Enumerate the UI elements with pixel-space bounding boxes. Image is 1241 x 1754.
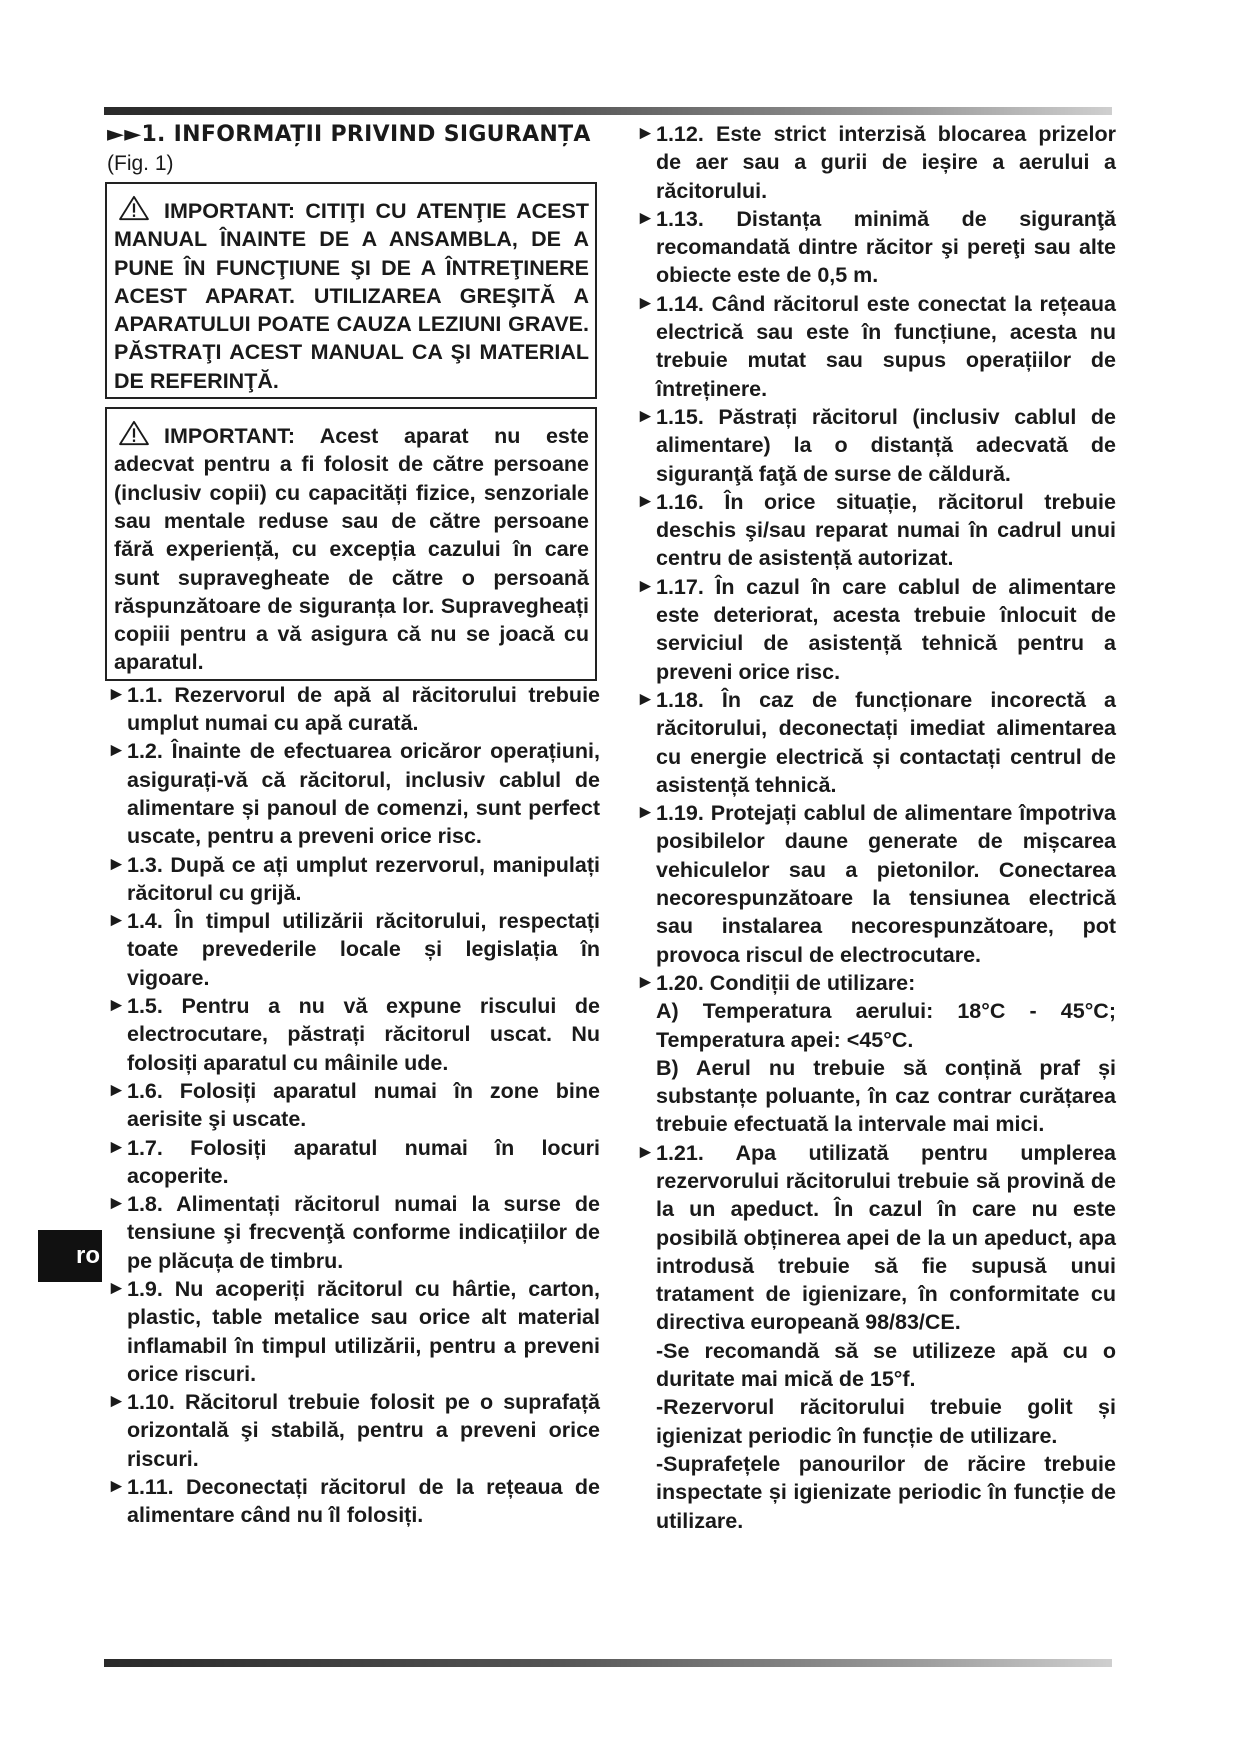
section-title: 1. INFORMAȚII PRIVIND SIGURANȚA [141,122,591,147]
warning-triangle-icon [118,195,150,221]
list-item-text: 1.10. Răcitorul trebuie folosit pe o suprafață orizontală şi stabilă, pentru a preveni orice riscuri. [127,1390,600,1471]
list-item [107,1473,600,1530]
section-arrows: ►► [107,122,142,147]
bullet-arrow-icon: ► [107,1476,126,1498]
list-item [107,1190,600,1275]
list-item [107,1388,600,1473]
list-sub-item: B) Aerul nu trebuie să conțină praf și substanțe poluante, în caz contrar curățarea trebuie efectuată la intervale mai mici. [656,1055,1116,1137]
list-item-text: 1.5. Pentru a nu vă expune riscului de electrocutare, păstrați răcitorul uscat. Nu folosiți aparatul cu mâinile ude. [127,994,600,1075]
list-item-text: 1.7. Folosiți aparatul numai în locuri acoperite. [127,1135,600,1188]
list-item [636,1139,1116,1337]
safety-list-right [636,120,1116,1535]
bullet-arrow-icon: ► [107,995,126,1017]
bullet-arrow-icon: ► [107,910,126,932]
list-sub-item: -Rezervorul răcitorului trebuie golit și igienizat periodic în funcție de utilizare. [656,1395,1116,1448]
list-item [636,686,1116,799]
bullet-arrow-icon: ► [107,1391,126,1413]
bullet-arrow-icon: ► [636,405,655,427]
list-item-text: 1.21. Apa utilizată pentru umplerea rezervorului răcitorului trebuie să provină de la un apeduct. În cazul în care nu este posibilă obținerea apei de la un apeduct, apa introdusă trebuie să fie supusă unui tratament de igienizare, în conformitate cu directiva europeană 98/83/CE. [656,1140,1116,1335]
bullet-arrow-icon: ► [636,971,655,993]
list-sub-item: -Se recomandă să se utilizeze apă cu o duritate mai mică de 15°f. [656,1338,1116,1392]
list-item-text: 1.15. Păstrați răcitorul (inclusiv cablul de alimentare) la o distanță adecvată de siguranţă faţă de surse de căldură. [656,404,1116,486]
list-item-text: 1.6. Folosiți aparatul numai în zone bine aerisite şi uscate. [127,1078,600,1132]
list-item [636,120,1116,205]
warning-box-manual [105,182,597,399]
warning-triangle-icon [118,420,150,446]
list-item [636,799,1116,969]
list-item [107,907,600,992]
list-item-text: 1.9. Nu acoperiți răcitorul cu hârtie, carton, plastic, table metalice sau orice alt material inflamabil în timpul utilizării, pentru a preveni orice riscuri. [127,1276,600,1386]
top-divider-bar [104,107,1112,115]
list-item-text: 1.16. În orice situație, răcitorul trebuie deschis şi/sau reparat numai în cadrul unui centru de asistență autorizat. [656,489,1116,571]
list-item-text: 1.4. În timpul utilizării răcitorului, respectați toate prevederile locale și legislația în vigoare. [127,909,600,990]
bullet-arrow-icon: ► [636,575,655,597]
list-item [107,1077,600,1134]
bullet-arrow-icon: ► [107,1079,126,1101]
list-item [636,573,1116,686]
section-heading [107,120,600,150]
list-item-text: 1.17. În cazul în care cablul de alimentare este deteriorat, acesta trebuie înlocuit de serviciul de asistență tehnică pentru a preveni orice risc. [656,574,1116,684]
warning-box-persons [105,407,597,681]
left-column [107,120,600,1530]
list-item-text: 1.3. După ce ați umplut rezervorul, manipulați răcitorul cu grijă. [127,852,600,905]
bottom-divider-bar [104,1659,1112,1667]
list-item-text: 1.11. Deconectați răcitorul de la rețeaua de alimentare când nu îl folosiți. [127,1475,600,1528]
bullet-arrow-icon: ► [107,1136,126,1158]
bullet-arrow-icon: ► [636,688,655,710]
list-item-text: 1.20. Condiții de utilizare: [656,970,916,995]
bullet-arrow-icon: ► [636,802,655,824]
figure-reference: (Fig. 1) [107,152,174,175]
bullet-arrow-icon: ► [107,1193,126,1215]
list-item-text: 1.2. Înainte de efectuarea oricăror operațiuni, asigurați-vă că răcitorul, inclusiv cablul de alimentare și panoul de comenzi, sunt perfect uscate, pentru a preveni orice risc. [127,739,600,849]
bullet-arrow-icon: ► [107,740,126,762]
list-item [636,488,1116,573]
list-item [636,205,1116,290]
bullet-arrow-icon: ► [107,683,126,705]
safety-list-left [107,681,600,1530]
list-item [107,1134,600,1191]
list-item [107,681,600,738]
bullet-arrow-icon: ► [107,853,126,875]
list-item-text: 1.12. Este strict interzisă blocarea prizelor de aer sau a gurii de ieșire a aerului a răcitorului. [656,122,1116,203]
list-item [107,737,600,850]
right-column [636,120,1116,1535]
list-item [636,969,1116,997]
list-item-text: 1.8. Alimentați răcitorul numai la surse de tensiune şi frecvenţă conforme indicațiilor de pe plăcuța de timbru. [127,1192,600,1273]
list-item-text: 1.19. Protejați cablul de alimentare împotriva posibilelor daune generate de mișcarea vehiculelor sau a pietonilor. Conectarea necorespunzătoare la tensiunea electrică sau instalarea necorespunzătoare, pot provoca riscul de electrocutare. [656,801,1116,967]
language-tab: ro [38,1230,102,1282]
bullet-arrow-icon: ► [636,490,655,512]
list-item-text: 1.1. Rezervorul de apă al răcitorului trebuie umplut numai cu apă curată. [127,682,600,736]
bullet-arrow-icon: ► [636,123,655,144]
list-item [107,851,600,908]
list-item [107,1275,600,1388]
list-item [107,992,600,1077]
warning-text: IMPORTANT: Acest aparat nu este adecvat pentru a fi folosit de către persoane (inclusiv copii) cu capacități fizice, senzoriale sau mentale reduse sau de către persoane fără experiență, cu excepția cazului în care sunt supravegheate de către o persoană răspunzătoare de siguranța lor. Supravegheați copiii pentru a vă asigura că nu se joacă cu aparatul. [114,424,589,675]
list-item-text: 1.14. Când răcitorul este conectat la rețeaua electrică sau este în funcțiune, acesta nu trebuie mutat sau supus operațiilor de întreținere. [656,291,1116,401]
bullet-arrow-icon: ► [636,292,655,314]
list-item [636,403,1116,488]
list-item-text: 1.18. În caz de funcționare incorectă a răcitorului, deconectați imediat alimentarea cu energie electrică și contactați centrul de asistență tehnică. [656,687,1116,797]
bullet-arrow-icon: ► [636,1141,655,1163]
list-sub-item: A) Temperatura aerului: 18°C - 45°C; Temperatura apei: <45°C. [656,999,1116,1052]
list-sub-item: -Suprafețele panourilor de răcire trebuie inspectate și igienizate periodic în funcție de utilizare. [656,1451,1116,1533]
bullet-arrow-icon: ► [107,1277,126,1299]
list-item-text: 1.13. Distanța minimă de siguranţă recomandată dintre răcitor şi pereţi sau alte obiecte este de 0,5 m. [656,206,1116,288]
warning-text: IMPORTANT: CITIŢI CU ATENŢIE ACEST MANUAL ÎNAINTE DE A ANSAMBLA, DE A PUNE ÎN FUNCŢIUNE ŞI DE A ÎNTREŢINERE ACEST APARAT. UTILIZAREA GREŞITĂ A APARATULUI POATE CAUZA LEZIUNI GRAVE. PĂSTRAŢI ACEST MANUAL CA ŞI MATERIAL DE REFERINŢĂ. [114,199,589,393]
list-item [636,290,1116,403]
bullet-arrow-icon: ► [636,207,655,229]
